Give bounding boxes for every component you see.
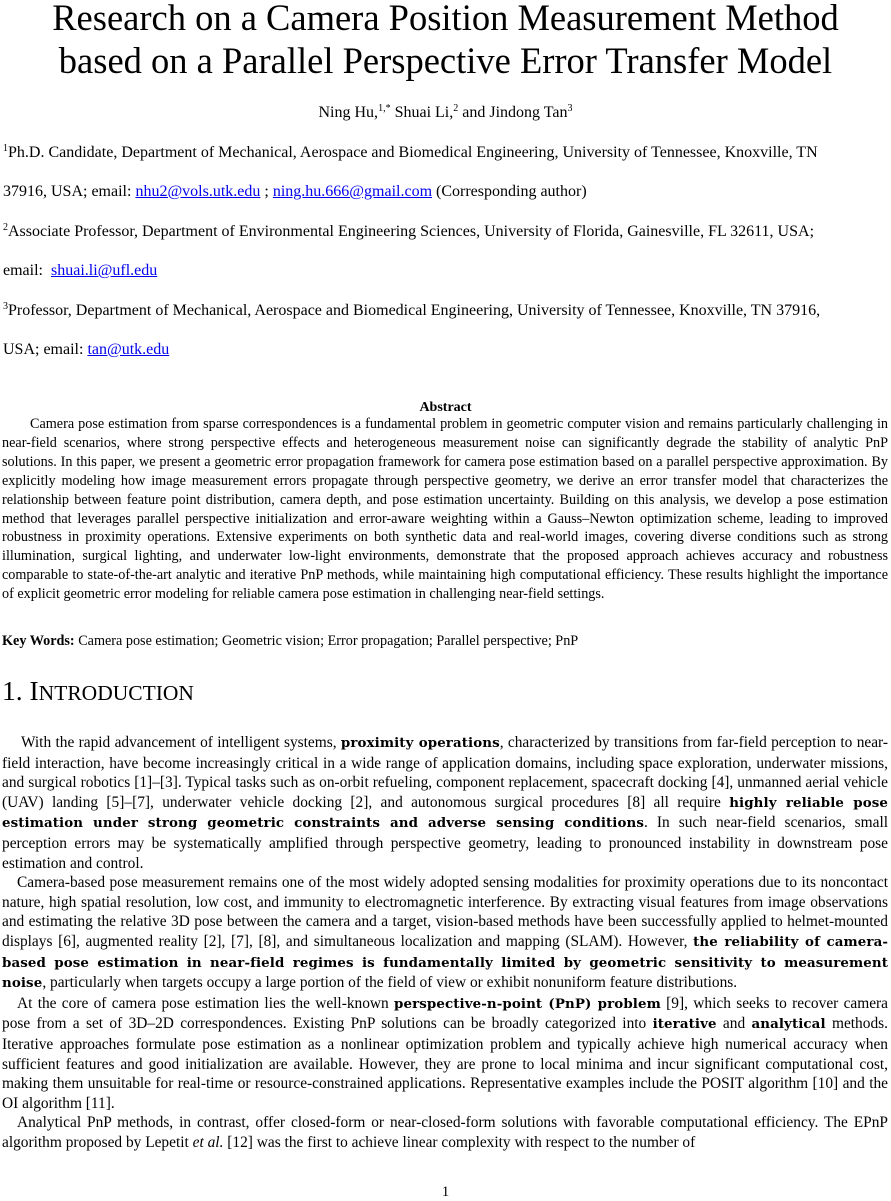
affiliation-1-marker: 1: [3, 143, 8, 154]
section-title-initial: I: [29, 675, 39, 706]
corresponding-author-note: (Corresponding author): [432, 183, 587, 200]
intro-p2-text-a: Camera-based pose measurement remains one of the most widely adopted sensing modalities for proximity operations due to its noncontact nature, high spatial resolution, low cost, and immunity to electromagnetic interference. By extracting visual features from image observations and estimating the relative 3D pose between the camera and a target, vision-based methods have been successfully applied to helmet-mounted displays [6], augmented reality [2], [7], [8], and simultaneous localization and mapping (SLAM). However,: [2, 874, 888, 950]
section-heading-introduction: [2, 673, 194, 711]
email-separator: ;: [260, 183, 273, 200]
paper-title: [0, 0, 891, 82]
title-line-2: based on a Parallel Perspective Error Transfer Model: [58, 40, 833, 81]
intro-p3-text-c: and: [716, 1015, 752, 1033]
intro-paragraph-4: [2, 1113, 888, 1152]
intro-p4-et-al: et al.: [192, 1133, 224, 1151]
keywords-text: Camera pose estimation; Geometric vision; Error propagation; Parallel perspective; PnP: [74, 633, 579, 649]
affiliation-1-text: Ph.D. Candidate, Department of Mechanical, Aerospace and Biomedical Engineering, University of Tennessee, Knoxville, TN: [8, 144, 818, 161]
affiliation-3-email-label: USA; email:: [3, 341, 88, 358]
intro-p2-emphasis: the reliability of camera-based pose estimation in near-field regimes is fundamentally limited by geometric sensitivity to measurement noise: [2, 933, 888, 992]
affiliation-3-line-2: [3, 340, 169, 360]
intro-p3-text-b: [9], which seeks to recover camera pose from a set of 3D–2D correspondences. Existing PnP solutions can be broadly categorized into: [2, 994, 889, 1033]
intro-p4-text-a: Analytical PnP methods, in contrast, offer closed-form or near-closed-form solutions with favorable computational efficiency. The EPnP algorithm proposed by Lepetit: [2, 1114, 888, 1151]
author-2: Shuai Li,: [394, 104, 454, 121]
intro-paragraph-2: [2, 873, 888, 994]
affiliation-2-text: Associate Professor, Department of Environmental Engineering Sciences, University of Florida, Gainesville, FL 32611, USA;: [8, 223, 815, 240]
intro-p3-text-d: methods. Iterative approaches formulate pose estimation as a nonlinear optimization problem and typically achieve high numerical accuracy when sufficient features and good initialization are available. However, they are prone to local minima and incur significant computational cost, making them unsuitable for real-time or resource-constrained applications. Representative examples include the POSIT algorithm [10] and the OI algorithm [11].: [2, 1015, 888, 1112]
email-link-ning-hu[interactable]: ning.hu.666@gmail.com: [272, 183, 433, 200]
intro-p1-text-b: , characterized by transitions from far-field perception to near-field interaction, have become increasingly critical in a wide range of application domains, including space exploration, underwater missions, and surgical robotics [1]–[3]. Typical tasks such as on-orbit refueling, component replacement, spacecraft docking [4], unmanned aerial vehicle (UAV) landing [5]–[7], underwater vehicle docking [2], and autonomous surgical procedures [8] all require: [2, 734, 888, 811]
affiliation-2-marker: 2: [3, 222, 8, 233]
author-2-marker: 2: [453, 103, 459, 114]
page-number: 1: [441, 1184, 450, 1200]
affiliation-3-marker: 3: [3, 301, 8, 312]
intro-p1-emphasis-a: proximity operations: [340, 735, 500, 751]
intro-p3-text-a: At the core of camera pose estimation lies the well-known: [17, 994, 395, 1012]
title-line-1: Research on a Camera Position Measurement Method: [52, 0, 839, 38]
intro-p3-emphasis-pnp: perspective-n-point (PnP) problem: [394, 995, 661, 1012]
section-title-rest: NTRODUCTION: [38, 681, 194, 705]
abstract-heading: Abstract: [419, 400, 472, 415]
intro-p3-emphasis-analytical: analytical: [751, 1016, 826, 1033]
affiliation-2-email-label: email:: [3, 262, 51, 279]
email-link-nhu2[interactable]: nhu2@vols.utk.edu: [135, 183, 261, 200]
intro-paragraph-1: [2, 733, 888, 873]
keywords-label: Key Words:: [2, 633, 75, 649]
introduction-body: [2, 733, 888, 1152]
keywords: [2, 632, 888, 651]
intro-p2-text-b: , particularly when targets occupy a large portion of the field of view or exhibit nonuniform feature distributions.: [42, 974, 738, 992]
abstract-body: Camera pose estimation from sparse correspondences is a fundamental problem in geometric computer vision and remains particularly challenging in near-field scenarios, where strong perspective effects and heterogeneous measurement noise can significantly degrade the stability of analytic PnP solutions. In this paper, we present a geometric error propagation framework for camera pose estimation based on a parallel perspective approximation. By explicitly modeling how image measurement errors propagate through perspective geometry, we derive an error transfer model that characterizes the relationship between feature point distribution, camera depth, and pose estimation uncertainty. Building on this analysis, we develop a pose estimation method that leverages parallel perspective initialization and error-aware weighting within a Gauss–Newton optimization scheme, leading to improved robustness in proximity operations. Extensive experiments on both synthetic data and real-world images, covering diverse conditions such as strong illumination, surgical lighting, and underwater low-light environments, demonstrate that the proposed approach achieves accuracy and robustness comparable to state-of-the-art analytic and iterative PnP methods, while maintaining high computational efficiency. These results highlight the importance of explicit geometric error modeling for reliable camera pose estimation in challenging near-field settings.: [2, 416, 888, 603]
author-3-marker: 3: [567, 103, 573, 114]
intro-paragraph-3: [2, 994, 888, 1114]
intro-p1-text-c: . In such near-field scenarios, small perception errors may be systematically amplified through perspective geometry, leading to pronounced instability in downstream pose estimation and control.: [2, 814, 888, 872]
author-3: and Jindong Tan: [462, 104, 568, 121]
section-number: 1.: [2, 675, 30, 706]
affiliation-1-line-2: [3, 182, 587, 202]
email-link-shuai-li[interactable]: shuai.li@ufl.edu: [50, 262, 158, 279]
email-link-tan[interactable]: tan@utk.edu: [87, 341, 170, 358]
intro-p4-text-b: [12] was the first to achieve linear complexity with respect to the number of: [223, 1133, 696, 1151]
intro-p1-text-a: With the rapid advancement of intelligent systems,: [21, 734, 341, 751]
intro-p1-emphasis-b: highly reliable pose estimation under strong geometric constraints and adverse sensing conditions: [2, 794, 889, 832]
affiliation-2-line-2: [3, 261, 157, 281]
author-1: Ning Hu,: [318, 104, 379, 121]
affiliation-3-text: Professor, Department of Mechanical, Aerospace and Biomedical Engineering, University of Tennessee, Knoxville, TN 37916,: [8, 302, 821, 319]
affiliation-3-line-1: [3, 301, 820, 321]
affiliation-1-email-label: 37916, USA; email:: [3, 183, 136, 200]
author-1-marker: 1,*: [378, 103, 391, 114]
intro-p3-emphasis-iterative: iterative: [652, 1016, 717, 1033]
affiliation-2-line-1: [3, 222, 814, 242]
author-list: [0, 103, 891, 123]
affiliation-1-line-1: [3, 143, 818, 163]
